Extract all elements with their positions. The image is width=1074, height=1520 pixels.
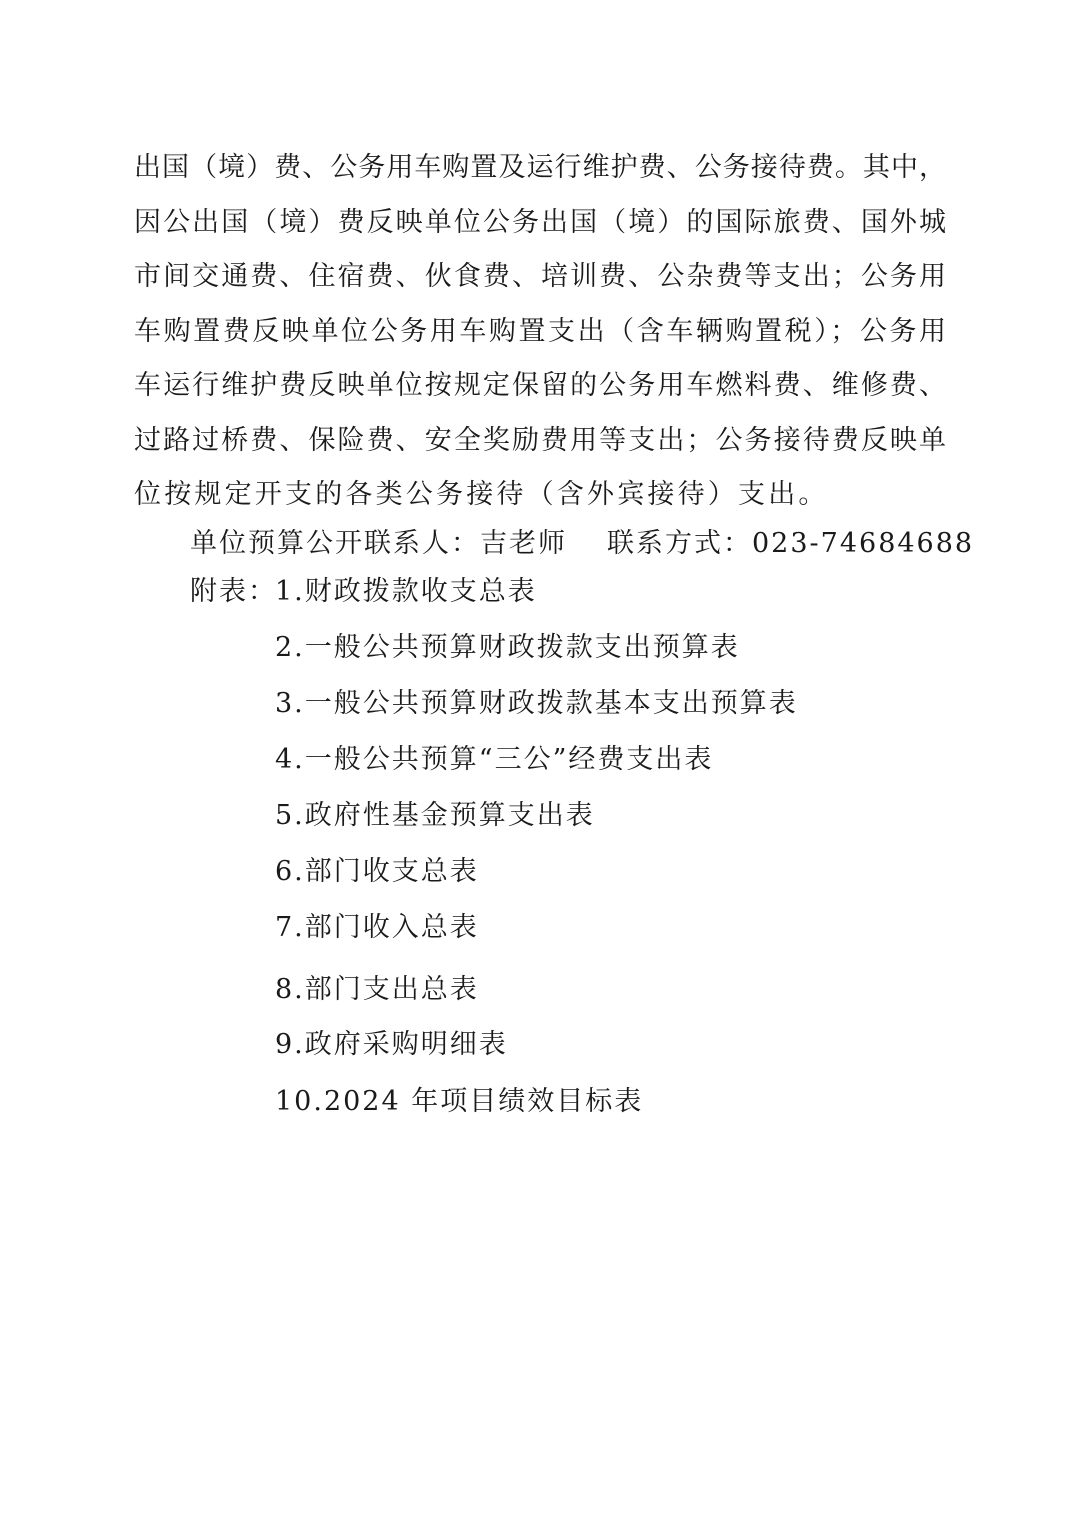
attachment-item: 4.一般公共预算“三公”经费支出表 <box>275 744 714 775</box>
contact-line <box>190 522 974 566</box>
paragraph-line: 因公出国（境）费反映单位公务出国（境）的国际旅费、国外城 <box>134 206 946 238</box>
paragraph-line: 出国（境）费、公务用车购置及运行维护费、公务接待费。其中， <box>134 152 946 183</box>
attachment-item: 6.部门收支总表 <box>275 856 479 887</box>
attachment-item: 5.政府性基金预算支出表 <box>275 800 595 831</box>
contact-method: 联系方式：023-74684688 <box>607 528 975 559</box>
attachment-item: 3.一般公共预算财政拨款基本支出预算表 <box>275 688 798 719</box>
paragraph-line: 车运行维护费反映单位按规定保留的公务用车燃料费、维修费、 <box>134 370 946 401</box>
paragraph-line: 位按规定开支的各类公务接待（含外宾接待）支出。 <box>134 479 829 510</box>
paragraph-line: 市间交通费、住宿费、伙食费、培训费、公杂费等支出；公务用 <box>134 261 946 292</box>
attachment-item: 8.部门支出总表 <box>275 974 479 1005</box>
attachment-item: 7.部门收入总表 <box>275 912 479 943</box>
paragraph-line: 车购置费反映单位公务用车购置支出（含车辆购置税）；公务用 <box>134 315 946 347</box>
attachment-item: 2.一般公共预算财政拨款支出预算表 <box>275 632 740 663</box>
attachment-item: 9.政府采购明细表 <box>275 1029 508 1060</box>
contact-person: 单位预算公开联系人：吉老师 <box>190 528 567 559</box>
paragraph-line: 过路过桥费、保险费、安全奖励费用等支出；公务接待费反映单 <box>134 424 946 456</box>
attachment-item: 10.2024 年项目绩效目标表 <box>275 1086 644 1117</box>
attachments-label: 附表： <box>190 576 277 607</box>
body-paragraph <box>134 141 946 523</box>
attachment-item: 1.财政拨款收支总表 <box>275 576 537 607</box>
